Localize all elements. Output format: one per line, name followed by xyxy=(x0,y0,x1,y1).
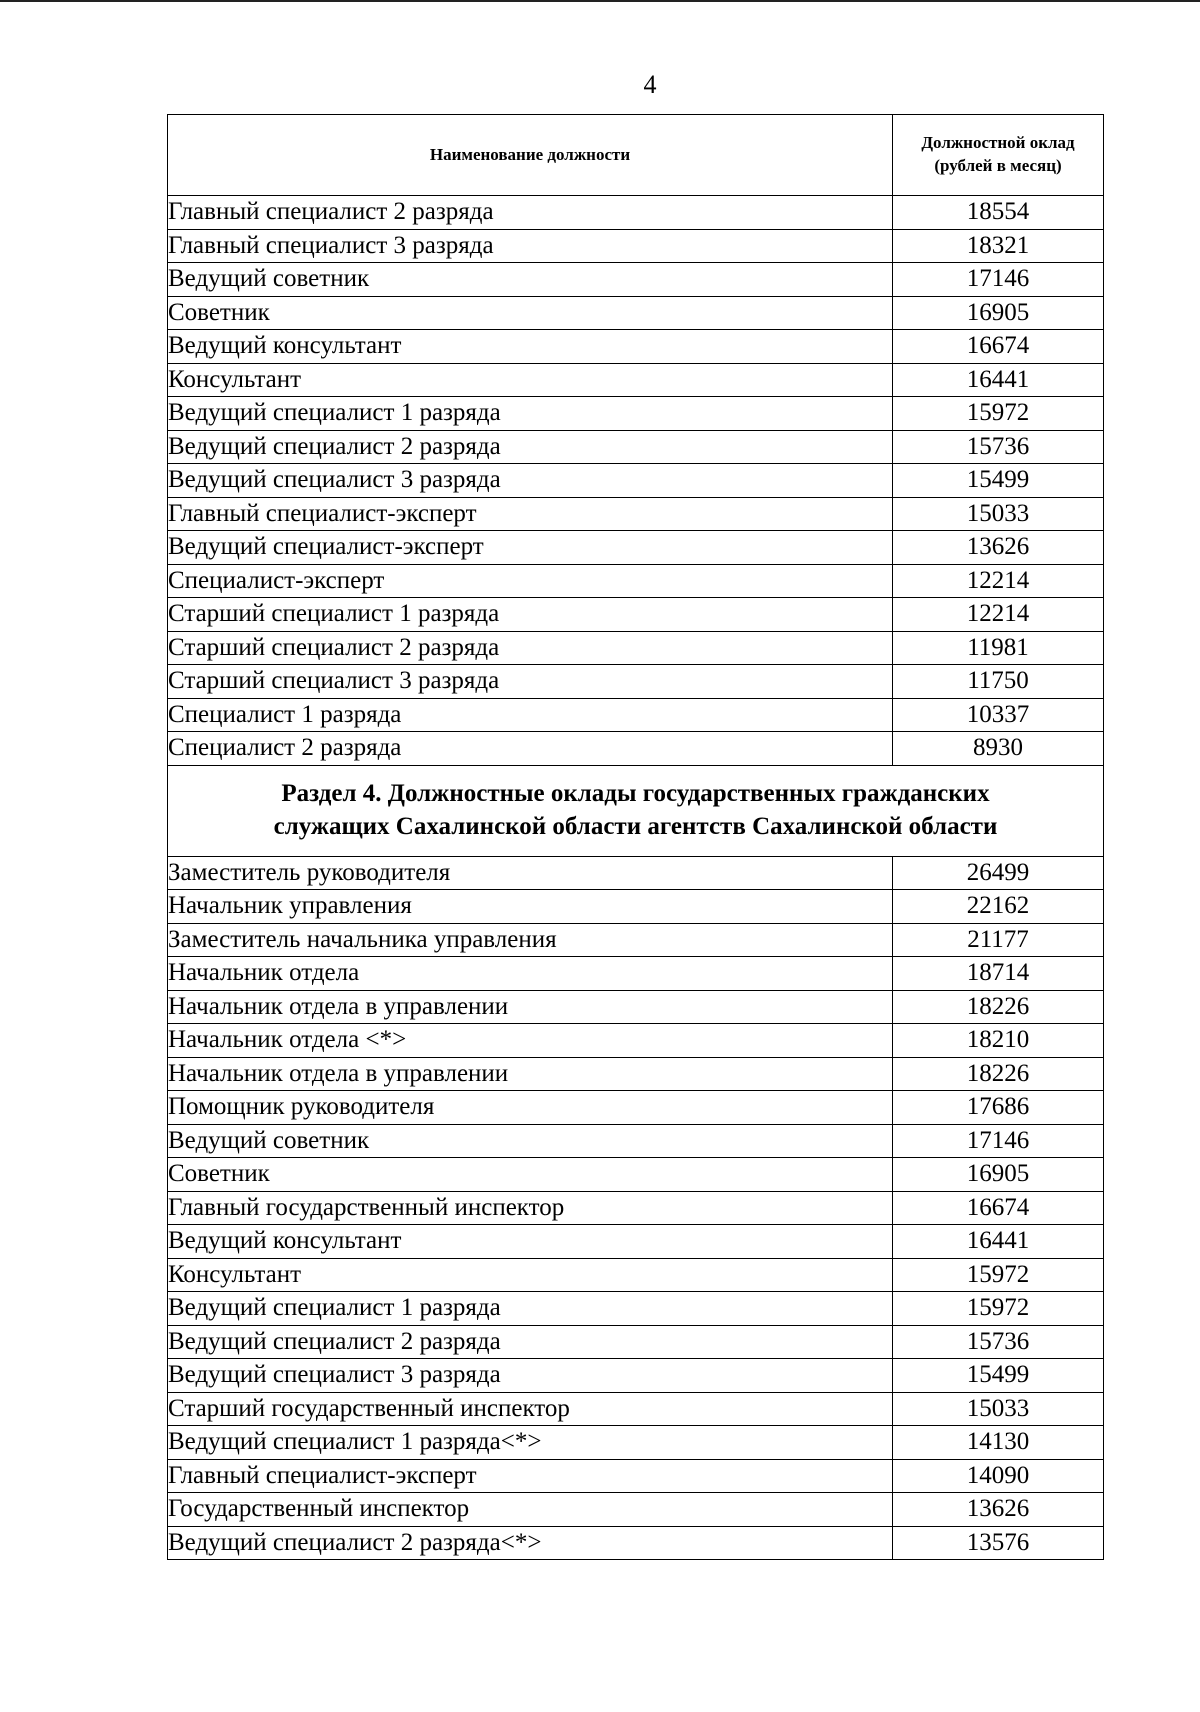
salary-value-cell: 11750 xyxy=(893,665,1104,699)
salary-value-cell: 16441 xyxy=(893,1225,1104,1259)
table-row xyxy=(168,856,1104,890)
salary-value-cell: 15499 xyxy=(893,464,1104,498)
salary-value-cell: 10337 xyxy=(893,698,1104,732)
salary-value-cell: 15499 xyxy=(893,1359,1104,1393)
position-name-cell: Старший специалист 1 разряда xyxy=(168,598,893,632)
table-row xyxy=(168,890,1104,924)
salary-header-line1: Должностной оклад xyxy=(921,133,1075,153)
page-top-border xyxy=(0,0,1200,2)
position-name-cell: Начальник отдела <*> xyxy=(168,1024,893,1058)
header-row xyxy=(168,115,1104,196)
table-row xyxy=(168,1091,1104,1125)
position-name-cell: Начальник отдела xyxy=(168,957,893,991)
table-row xyxy=(168,923,1104,957)
table-row xyxy=(168,263,1104,297)
salary-value-cell: 18554 xyxy=(893,196,1104,230)
position-name-cell: Старший специалист 3 разряда xyxy=(168,665,893,699)
position-name-cell: Ведущий специалист 3 разряда xyxy=(168,1359,893,1393)
table-row xyxy=(168,1158,1104,1192)
table-row xyxy=(168,1459,1104,1493)
table-row xyxy=(168,1191,1104,1225)
table-row xyxy=(168,598,1104,632)
table-row xyxy=(168,990,1104,1024)
position-name-cell: Главный специалист 2 разряда xyxy=(168,196,893,230)
salary-value-cell: 14090 xyxy=(893,1459,1104,1493)
table-row xyxy=(168,732,1104,766)
position-name-cell: Старший специалист 2 разряда xyxy=(168,631,893,665)
position-name-cell: Консультант xyxy=(168,363,893,397)
table-row xyxy=(168,363,1104,397)
table-row xyxy=(168,397,1104,431)
salary-value-cell: 15736 xyxy=(893,1325,1104,1359)
position-name-cell: Ведущий специалист 3 разряда xyxy=(168,464,893,498)
table-row xyxy=(168,1024,1104,1058)
salary-value-cell: 16674 xyxy=(893,330,1104,364)
salary-value-cell: 12214 xyxy=(893,598,1104,632)
position-name-cell: Ведущий специалист-эксперт xyxy=(168,531,893,565)
salary-value-cell: 17686 xyxy=(893,1091,1104,1125)
salary-value-cell: 18714 xyxy=(893,957,1104,991)
table-row xyxy=(168,1359,1104,1393)
page-number: 4 xyxy=(643,70,657,99)
section-4-heading xyxy=(168,765,1104,856)
salary-value-cell: 16905 xyxy=(893,1158,1104,1192)
salary-value-cell: 14130 xyxy=(893,1426,1104,1460)
table-row xyxy=(168,1426,1104,1460)
position-name-cell: Советник xyxy=(168,1158,893,1192)
salary-value-cell: 15736 xyxy=(893,430,1104,464)
position-name-cell: Помощник руководителя xyxy=(168,1091,893,1125)
table-row xyxy=(168,1258,1104,1292)
position-name-cell: Главный специалист-эксперт xyxy=(168,1459,893,1493)
table-row xyxy=(168,1392,1104,1426)
salary-value-cell: 22162 xyxy=(893,890,1104,924)
salary-value-cell: 15033 xyxy=(893,1392,1104,1426)
salary-value-cell: 15972 xyxy=(893,1258,1104,1292)
salary-value-cell: 17146 xyxy=(893,1124,1104,1158)
position-name-cell: Ведущий консультант xyxy=(168,330,893,364)
position-name-cell: Ведущий специалист 2 разряда xyxy=(168,430,893,464)
salary-value-cell: 15033 xyxy=(893,497,1104,531)
position-column-header: Наименование должности xyxy=(168,115,893,196)
table-row xyxy=(168,1225,1104,1259)
table-row xyxy=(168,330,1104,364)
table-row xyxy=(168,564,1104,598)
salary-value-cell: 8930 xyxy=(893,732,1104,766)
position-name-cell: Государственный инспектор xyxy=(168,1493,893,1527)
section-4-block xyxy=(168,765,1104,856)
table-row xyxy=(168,665,1104,699)
table-row xyxy=(168,1493,1104,1527)
salary-value-cell: 18226 xyxy=(893,990,1104,1024)
position-name-cell: Советник xyxy=(168,296,893,330)
position-name-cell: Главный специалист-эксперт xyxy=(168,497,893,531)
salary-value-cell: 13576 xyxy=(893,1526,1104,1560)
salary-header-line2: (рублей в месяц) xyxy=(934,156,1062,175)
position-name-cell: Начальник отдела в управлении xyxy=(168,990,893,1024)
position-name-cell: Специалист 2 разряда xyxy=(168,732,893,766)
salary-value-cell: 21177 xyxy=(893,923,1104,957)
table-row xyxy=(168,497,1104,531)
position-name-cell: Ведущий советник xyxy=(168,263,893,297)
table-body-part2 xyxy=(168,856,1104,1560)
salary-table xyxy=(167,114,1104,1560)
salary-value-cell: 12214 xyxy=(893,564,1104,598)
salary-value-cell: 11981 xyxy=(893,631,1104,665)
table-row xyxy=(168,1057,1104,1091)
table-row xyxy=(168,196,1104,230)
salary-column-header xyxy=(893,115,1104,196)
salary-value-cell: 13626 xyxy=(893,531,1104,565)
table-row xyxy=(168,229,1104,263)
table-row xyxy=(168,1526,1104,1560)
position-name-cell: Специалист 1 разряда xyxy=(168,698,893,732)
section-4-row xyxy=(168,765,1104,856)
salary-value-cell: 18321 xyxy=(893,229,1104,263)
table-row xyxy=(168,957,1104,991)
position-name-cell: Ведущий консультант xyxy=(168,1225,893,1259)
table-row xyxy=(168,1325,1104,1359)
table-row xyxy=(168,464,1104,498)
table-header xyxy=(168,115,1104,196)
table-row xyxy=(168,1124,1104,1158)
section-4-heading-line2: служащих Сахалинской области агентств Сахалинской области xyxy=(273,812,998,840)
salary-value-cell: 26499 xyxy=(893,856,1104,890)
table-row xyxy=(168,1292,1104,1326)
position-name-cell: Консультант xyxy=(168,1258,893,1292)
salary-value-cell: 18226 xyxy=(893,1057,1104,1091)
position-name-cell: Ведущий специалист 2 разряда<*> xyxy=(168,1526,893,1560)
position-name-cell: Ведущий специалист 1 разряда xyxy=(168,1292,893,1326)
position-name-cell: Заместитель начальника управления xyxy=(168,923,893,957)
salary-value-cell: 15972 xyxy=(893,1292,1104,1326)
table-body-part1 xyxy=(168,196,1104,766)
salary-value-cell: 18210 xyxy=(893,1024,1104,1058)
section-4-heading-line1: Раздел 4. Должностные оклады государственных гражданских xyxy=(281,780,990,807)
table-row xyxy=(168,631,1104,665)
position-name-cell: Специалист-эксперт xyxy=(168,564,893,598)
salary-value-cell: 13626 xyxy=(893,1493,1104,1527)
position-name-cell: Заместитель руководителя xyxy=(168,856,893,890)
position-name-cell: Ведущий специалист 1 разряда xyxy=(168,397,893,431)
table-row xyxy=(168,698,1104,732)
position-name-cell: Ведущий советник xyxy=(168,1124,893,1158)
table-row xyxy=(168,531,1104,565)
salary-value-cell: 16441 xyxy=(893,363,1104,397)
salary-value-cell: 16905 xyxy=(893,296,1104,330)
position-name-cell: Ведущий специалист 1 разряда<*> xyxy=(168,1426,893,1460)
salary-value-cell: 15972 xyxy=(893,397,1104,431)
position-name-cell: Главный специалист 3 разряда xyxy=(168,229,893,263)
salary-value-cell: 17146 xyxy=(893,263,1104,297)
position-name-cell: Начальник отдела в управлении xyxy=(168,1057,893,1091)
position-name-cell: Ведущий специалист 2 разряда xyxy=(168,1325,893,1359)
position-name-cell: Старший государственный инспектор xyxy=(168,1392,893,1426)
table-row xyxy=(168,430,1104,464)
table-row xyxy=(168,296,1104,330)
position-name-cell: Главный государственный инспектор xyxy=(168,1191,893,1225)
salary-value-cell: 16674 xyxy=(893,1191,1104,1225)
position-name-cell: Начальник управления xyxy=(168,890,893,924)
